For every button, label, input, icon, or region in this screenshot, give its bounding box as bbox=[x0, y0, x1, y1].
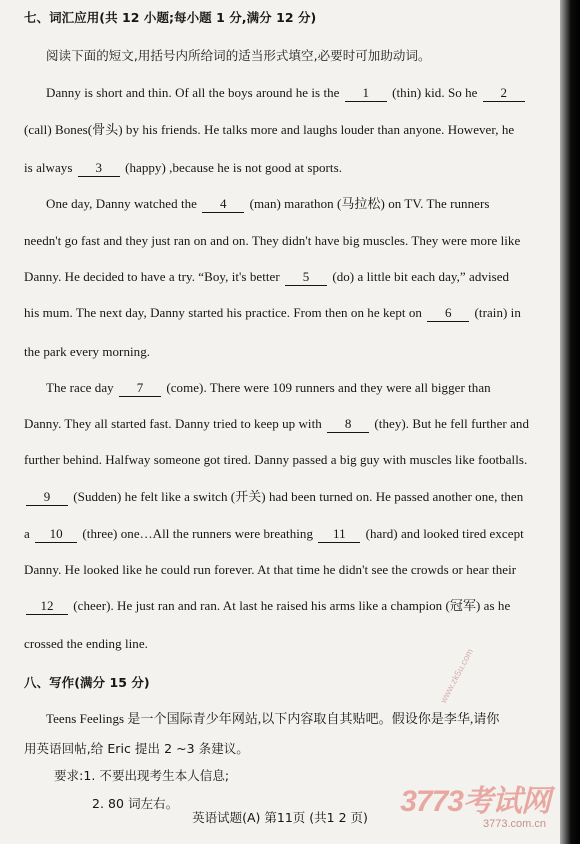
blank-7: 7 bbox=[119, 380, 161, 397]
passage-line-4: One day, Danny watched the 4 (man) marathon (马拉松) on TV. The runners bbox=[46, 196, 490, 211]
section-8-heading: 八、写作(满分 15 分) bbox=[24, 675, 150, 690]
blank-8: 8 bbox=[327, 416, 369, 433]
passage-line-8: the park every morning. bbox=[24, 344, 151, 359]
site-watermark-url: 3773.com.cn bbox=[483, 818, 546, 830]
blank-1: 1 bbox=[345, 85, 387, 102]
writing-prompt-line-2: 用英语回帖,给 Eric 提出 2 ~3 条建议。 bbox=[24, 741, 249, 756]
passage-line-9: The race day 7 (come). There were 109 runners and they were all bigger than bbox=[46, 380, 491, 395]
site-watermark-logo: 3773考试网 bbox=[400, 785, 550, 818]
passage-line-15: 12 (cheer). He just ran and ran. At last he raised his arms like a champion (冠军) as he bbox=[24, 598, 510, 615]
section-7-instructions: 阅读下面的短文,用括号内所给词的适当形式填空,必要时可加助动词。 bbox=[46, 48, 431, 63]
page-footer: 英语试题(A) 第11页 (共1 2 页) bbox=[192, 810, 368, 825]
blank-9: 9 bbox=[26, 489, 68, 506]
blank-10: 10 bbox=[35, 526, 77, 543]
requirement-2: 2. 80 词左右。 bbox=[92, 796, 179, 811]
scan-edge-shadow bbox=[560, 0, 580, 844]
passage-line-10: Danny. They all started fast. Danny tried to keep up with 8 (they). But he fell further and bbox=[24, 416, 530, 431]
passage-line-14: Danny. He looked like he could run forever. At that time he didn't see the crowds or hear their bbox=[24, 562, 517, 577]
passage-line-13: a 10 (three) one…All the runners were breathing 11 (hard) and looked tired except bbox=[24, 526, 524, 541]
passage-line-3: is always 3 (happy) ,because he is not good at sports. bbox=[24, 160, 342, 175]
passage-line-5: needn't go fast and they just ran on and on. They didn't have big muscles. They were more like bbox=[24, 233, 521, 248]
passage-line-6: Danny. He decided to have a try. “Boy, it's better 5 (do) a little bit each day,” advised bbox=[24, 269, 510, 284]
url-stamp: www.zk5u.com bbox=[438, 646, 476, 705]
blank-2: 2 bbox=[483, 85, 525, 102]
writing-prompt-line-1: Teens Feelings 是一个国际青少年网站,以下内容取自其贴吧。假设你是李华,请你 bbox=[46, 711, 500, 726]
blank-11: 11 bbox=[318, 526, 360, 543]
passage-line-7: his mum. The next day, Danny started his practice. From then on he kept on 6 (train) in bbox=[24, 305, 521, 320]
passage-line-16: crossed the ending line. bbox=[24, 636, 148, 651]
blank-12: 12 bbox=[26, 598, 68, 615]
requirement-1: 要求:1. 不要出现考生本人信息; bbox=[54, 768, 230, 783]
passage-line-11: further behind. Halfway someone got tired. Danny passed a big guy with muscles like footballs. bbox=[24, 452, 528, 467]
passage-line-2: (call) Bones(骨头) by his friends. He talks more and laughs louder than anyone. However, he bbox=[24, 122, 515, 137]
passage-line-1: Danny is short and thin. Of all the boys around he is the 1 (thin) kid. So he 2 bbox=[46, 85, 527, 102]
blank-3: 3 bbox=[78, 160, 120, 177]
blank-6: 6 bbox=[427, 305, 469, 322]
section-7-heading: 七、词汇应用(共 12 小题;每小题 1 分,满分 12 分) bbox=[24, 10, 317, 25]
passage-line-12: 9 (Sudden) he felt like a switch (开关) had been turned on. He passed another one, then bbox=[24, 489, 523, 506]
blank-5: 5 bbox=[285, 269, 327, 286]
blank-4: 4 bbox=[202, 196, 244, 213]
